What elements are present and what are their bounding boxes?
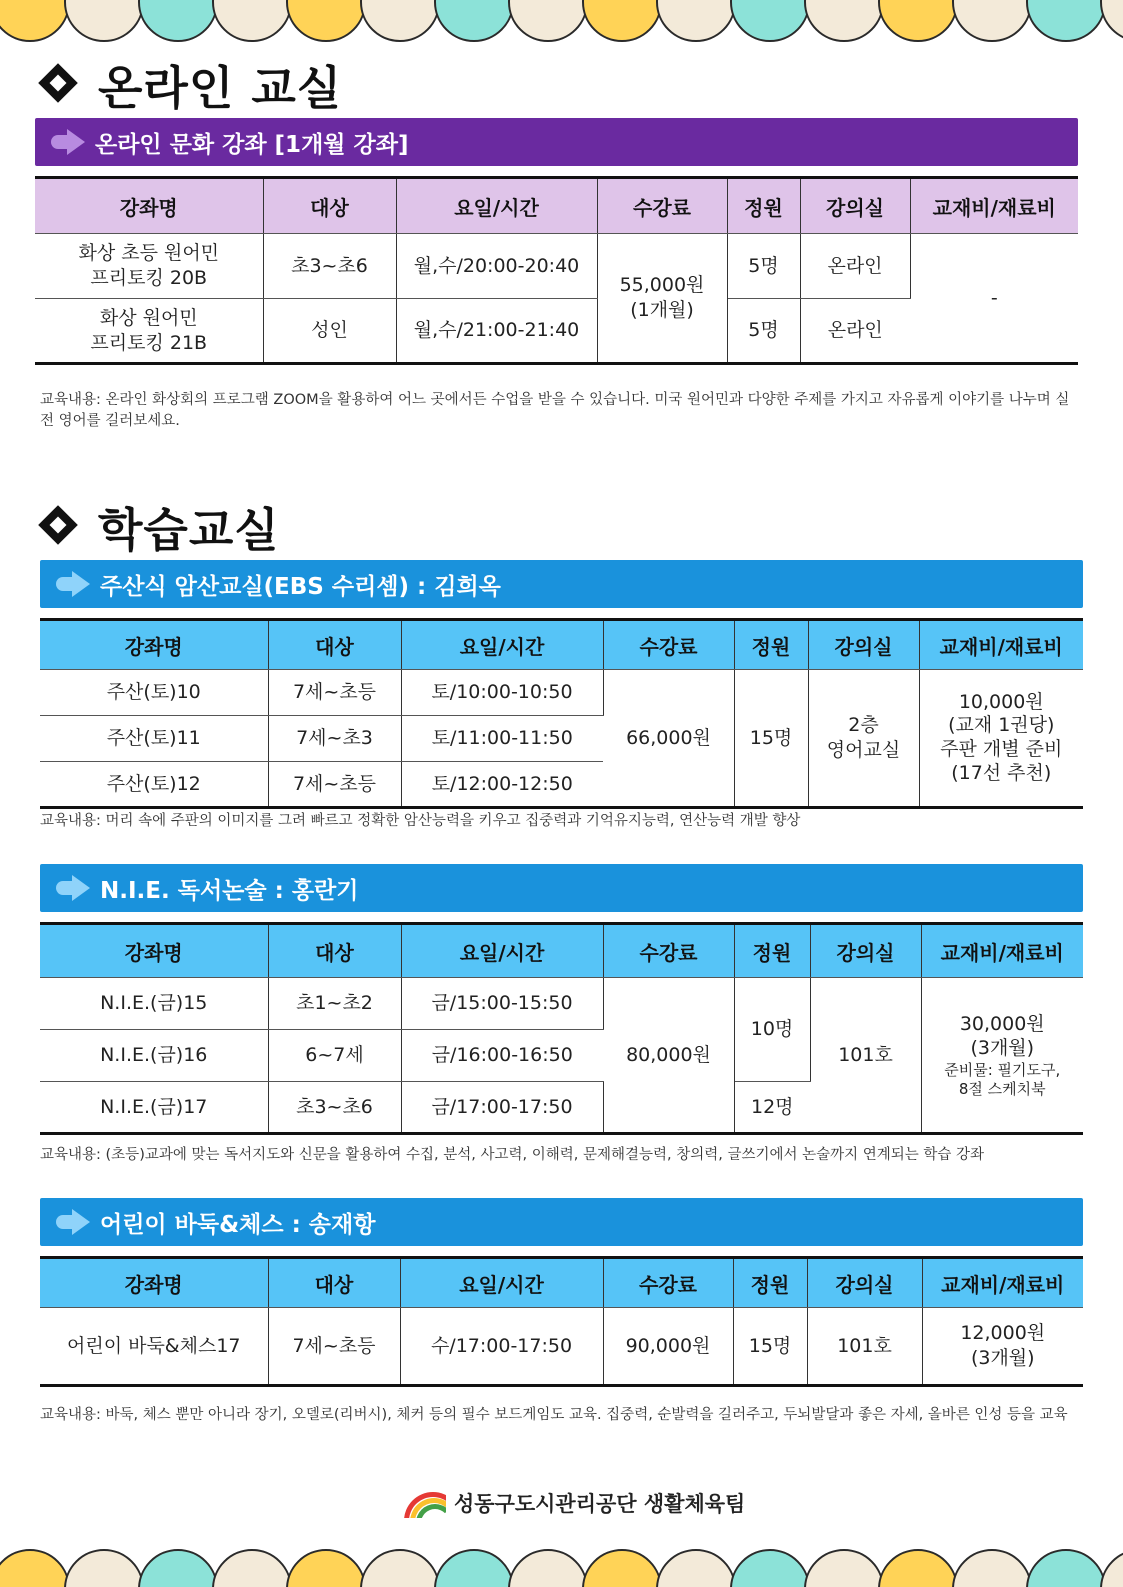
course-target: 7세~초등 [268,670,401,716]
col-header: 강의실 [807,1258,922,1308]
course-capacity: 5명 [727,299,800,364]
col-header: 교재비/재료비 [919,620,1083,670]
scallop-circle [582,0,662,42]
scallop-circle [286,0,366,42]
course-time: 금/16:00-16:50 [401,1030,603,1082]
col-header: 대상 [268,1258,400,1308]
arrow-right-icon [56,571,90,597]
scallop-circle [804,1549,884,1587]
col-header: 강좌명 [35,178,263,234]
online-section-title: 온라인 문화 강좌 [1개월 강좌] [95,131,409,158]
course-target: 성인 [263,299,396,364]
abacus-section-bar [40,560,1083,608]
scallop-circle [804,0,884,42]
course-fee: 90,000원 [603,1308,733,1386]
baduk-section-bar [40,1198,1083,1246]
study-heading [40,494,280,560]
col-header: 강좌명 [40,924,268,978]
scallop-circle [656,0,736,42]
col-header: 정원 [727,178,800,234]
course-name: N.I.E.(금)17 [40,1082,268,1134]
col-header: 수강료 [603,924,734,978]
scallop-circle [434,0,514,42]
course-room: 온라인 [800,299,910,364]
col-header: 대상 [263,178,396,234]
scallop-circle [1100,0,1123,42]
arrow-right-icon [56,875,90,901]
course-target: 7세~초등 [268,1308,400,1386]
col-header: 강좌명 [40,620,268,670]
course-capacity: 15명 [733,1308,807,1386]
col-header: 교재비/재료비 [922,1258,1083,1308]
footer-text: 성동구도시관리공단 생활체육팀 [454,1492,746,1516]
table-header-row [40,1258,1083,1308]
arrow-right-icon [51,129,85,155]
col-header: 요일/시간 [396,178,597,234]
abacus-section-title: 주산식 암산교실(EBS 수리셈) : 김희옥 [100,573,501,600]
course-time: 수/17:00-17:50 [400,1308,603,1386]
abacus-course-table [40,618,1083,809]
baduk-course-table [40,1256,1083,1387]
scallop-circle [582,1549,662,1587]
study-heading-text: 학습교실 [98,503,280,557]
col-header: 대상 [268,924,401,978]
nie-course-description: 교육내용: (초등)교과에 맞는 독서지도와 신문을 활용하여 수집, 분석, 사고력, 이해력, 문제해결능력, 창의력, 글쓰기에서 논술까지 연계되는 학습 강좌 [40,1147,985,1163]
table-header-row [35,178,1078,234]
scallop-circle [878,1549,958,1587]
baduk-section-title: 어린이 바둑&체스 : 송재항 [100,1211,376,1238]
col-header: 요일/시간 [401,924,603,978]
col-header: 대상 [268,620,401,670]
table-row [40,978,1083,1030]
course-capacity: 15명 [734,670,808,808]
nie-section-bar [40,864,1083,912]
scallop-circle [508,0,588,42]
scallop-circle [0,0,70,42]
scallop-circle [64,1549,144,1587]
scallop-circle [212,1549,292,1587]
course-room: 101호 [807,1308,922,1386]
online-heading [40,52,342,118]
course-target: 6~7세 [268,1030,401,1082]
col-header: 강의실 [810,924,921,978]
course-fee: 55,000원 (1개월) [597,234,727,364]
course-room: 온라인 [800,234,910,299]
scallop-circle [0,1549,70,1587]
course-time: 금/17:00-17:50 [401,1082,603,1134]
course-material: 12,000원 (3개월) [922,1308,1083,1386]
scallop-circle [656,1549,736,1587]
course-name: N.I.E.(금)15 [40,978,268,1030]
course-time: 토/12:00-12:50 [401,762,603,808]
course-capacity: 5명 [727,234,800,299]
course-room: 101호 [810,978,921,1134]
nie-section-title: N.I.E. 독서논술 : 홍란기 [100,877,359,904]
course-time: 금/15:00-15:50 [401,978,603,1030]
course-room: 2층 영어교실 [808,670,919,808]
scallop-circle [138,0,218,42]
scallop-circle [730,1549,810,1587]
scallop-circle [212,0,292,42]
col-header: 강의실 [808,620,919,670]
scallop-circle [1026,0,1106,42]
scallop-circle [730,0,810,42]
arrow-right-icon [56,1209,90,1235]
course-time: 토/11:00-11:50 [401,716,603,762]
course-material: - [910,234,1078,364]
col-header: 수강료 [603,620,734,670]
course-time: 월,수/21:00-21:40 [396,299,597,364]
table-row [40,1308,1083,1386]
course-target: 초3~초6 [268,1082,401,1134]
top-scallop-border [0,0,1123,60]
scallop-circle [1100,1549,1123,1587]
scallop-circle [286,1549,366,1587]
table-row [40,670,1083,716]
course-fee: 66,000원 [603,670,734,808]
abacus-course-description: 교육내용: 머리 속에 주판의 이미지를 그려 빠르고 정확한 암산능력을 키우고 집중력과 기억유지능력, 연산능력 개발 향상 [40,813,801,829]
col-header: 수강료 [597,178,727,234]
scallop-circle [508,1549,588,1587]
course-material [921,978,1083,1134]
rainbow-logo-icon [400,1488,446,1518]
course-capacity: 10명 [734,978,810,1082]
col-header: 정원 [733,1258,807,1308]
material-supplies: 준비물: 필기도구, 8절 스케치북 [944,1060,1061,1098]
online-course-table [35,176,1078,365]
online-section-bar [35,118,1078,166]
material-fee: 30,000원 (3개월) [959,1012,1045,1060]
footer [400,1488,745,1518]
col-header: 요일/시간 [401,620,603,670]
table-header-row [40,620,1083,670]
course-name: N.I.E.(금)16 [40,1030,268,1082]
table-header-row [40,924,1083,978]
nie-course-table [40,922,1083,1135]
online-course-description: 교육내용: 온라인 화상회의 프로그램 ZOOM을 활용하여 어느 곳에서든 수업을 받을 수 있습니다. 미국 원어민과 다양한 주제를 가지고 자유롭게 이야기를 나누며 실전 영어를 길러보세요. [40,392,1070,430]
course-name: 주산(토)10 [40,670,268,716]
course-time: 토/10:00-10:50 [401,670,603,716]
course-time: 월,수/20:00-20:40 [396,234,597,299]
scallop-circle [138,1549,218,1587]
course-fee: 80,000원 [603,978,734,1134]
course-name: 주산(토)11 [40,716,268,762]
col-header: 교재비/재료비 [910,178,1078,234]
scallop-circle [952,0,1032,42]
course-name: 화상 초등 원어민 프리토킹 20B [35,234,263,299]
course-target: 초3~초6 [263,234,396,299]
col-header: 요일/시간 [400,1258,603,1308]
course-capacity: 12명 [734,1082,810,1134]
col-header: 강의실 [800,178,910,234]
course-target: 7세~초등 [268,762,401,808]
course-name: 화상 원어민 프리토킹 21B [35,299,263,364]
online-heading-text: 온라인 교실 [98,61,343,115]
bottom-scallop-border [0,1527,1123,1587]
scallop-circle [360,1549,440,1587]
diamond-icon [40,507,80,547]
course-name: 주산(토)12 [40,762,268,808]
col-header: 정원 [734,924,810,978]
col-header: 정원 [734,620,808,670]
scallop-circle [952,1549,1032,1587]
col-header: 수강료 [603,1258,733,1308]
course-target: 초1~초2 [268,978,401,1030]
col-header: 강좌명 [40,1258,268,1308]
scallop-circle [64,0,144,42]
baduk-course-description: 교육내용: 바둑, 체스 뿐만 아니라 장기, 오델로(리버시), 체커 등의 필수 보드게임도 교육. 집중력, 순발력을 길러주고, 두뇌발달과 좋은 자세, 올바른 인성 등을 교육 [40,1407,1068,1423]
scallop-circle [360,0,440,42]
col-header: 교재비/재료비 [921,924,1083,978]
course-name: 어린이 바둑&체스17 [40,1308,268,1386]
scallop-circle [434,1549,514,1587]
course-target: 7세~초3 [268,716,401,762]
scallop-circle [878,0,958,42]
course-material: 10,000원 (교재 1권당) 주판 개별 준비 (17선 추천) [919,670,1083,808]
diamond-icon [40,65,80,105]
table-row [35,234,1078,299]
scallop-circle [1026,1549,1106,1587]
